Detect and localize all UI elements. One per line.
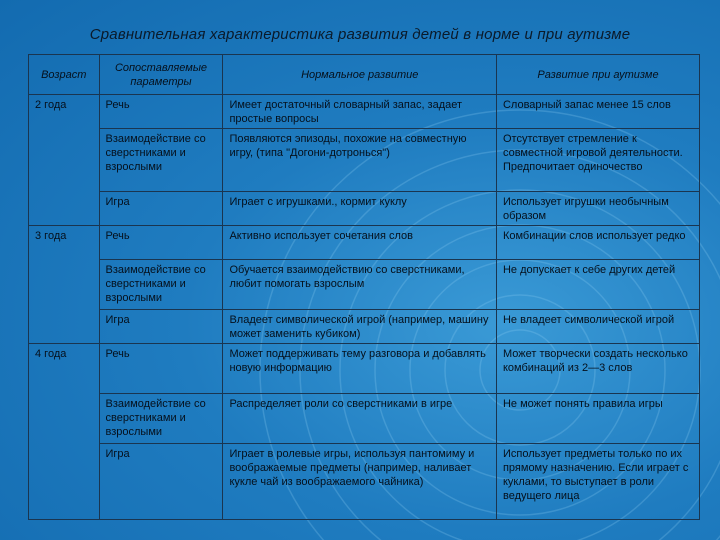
autism-cell: Использует игрушки необычным образом [496, 192, 699, 226]
table-row [29, 226, 700, 260]
param-cell: Взаимодействие со сверстниками и взрослыми [99, 394, 223, 444]
normal-cell: Играет в ролевые игры, используя пантомиму и воображаемые предметы (например, наливает кукле чай из воображаемого чайника) [223, 444, 497, 520]
param-cell: Речь [99, 95, 223, 129]
normal-cell: Имеет достаточный словарный запас, задает простые вопросы [223, 95, 497, 129]
param-cell: Игра [99, 444, 223, 520]
param-cell: Речь [99, 344, 223, 394]
autism-cell: Не владеет символической игрой [496, 310, 699, 344]
age-cell: 2 года [29, 95, 100, 226]
header-param: Сопоставляемые параметры [99, 55, 223, 95]
comparison-table [28, 54, 700, 520]
header-normal: Нормальное развитие [223, 55, 497, 95]
age-cell: 3 года [29, 226, 100, 344]
param-cell: Речь [99, 226, 223, 260]
autism-cell: Комбинации слов использует редко [496, 226, 699, 260]
autism-cell: Может творчески создать несколько комбинаций из 2—3 слов [496, 344, 699, 394]
autism-cell: Словарный запас менее 15 слов [496, 95, 699, 129]
table-row [29, 260, 700, 310]
param-cell: Игра [99, 192, 223, 226]
header-autism: Развитие при аутизме [496, 55, 699, 95]
table-row [29, 444, 700, 520]
normal-cell: Активно использует сочетания слов [223, 226, 497, 260]
normal-cell: Обучается взаимодействию со сверстниками, любит помогать взрослым [223, 260, 497, 310]
table-row [29, 310, 700, 344]
normal-cell: Распределяет роли со сверстниками в игре [223, 394, 497, 444]
param-cell: Взаимодействие со сверстниками и взрослыми [99, 129, 223, 192]
param-cell: Игра [99, 310, 223, 344]
normal-cell: Появляются эпизоды, похожие на совместную игру, (типа "Догони-дотронься") [223, 129, 497, 192]
autism-cell: Не может понять правила игры [496, 394, 699, 444]
table-row [29, 394, 700, 444]
normal-cell: Владеет символической игрой (например, машину может заменить кубиком) [223, 310, 497, 344]
autism-cell: Отсутствует стремление к совместной игровой деятельности. Предпочитает одиночество [496, 129, 699, 192]
table-row [29, 344, 700, 394]
table-row [29, 192, 700, 226]
autism-cell: Не допускает к себе других детей [496, 260, 699, 310]
table-header-row [29, 55, 700, 95]
page-title: Сравнительная характеристика развития детей в норме и при аутизме [89, 26, 631, 43]
age-cell: 4 года [29, 344, 100, 520]
normal-cell: Играет с игрушками., кормит куклу [223, 192, 497, 226]
header-age: Возраст [29, 55, 100, 95]
table-row [29, 129, 700, 192]
normal-cell: Может поддерживать тему разговора и добавлять новую информацию [223, 344, 497, 394]
autism-cell: Использует предметы только по их прямому назначению. Если играет с куклами, то выступает в роли ведущего лица [496, 444, 699, 520]
table-row [29, 95, 700, 129]
param-cell: Взаимодействие со сверстниками и взрослыми [99, 260, 223, 310]
